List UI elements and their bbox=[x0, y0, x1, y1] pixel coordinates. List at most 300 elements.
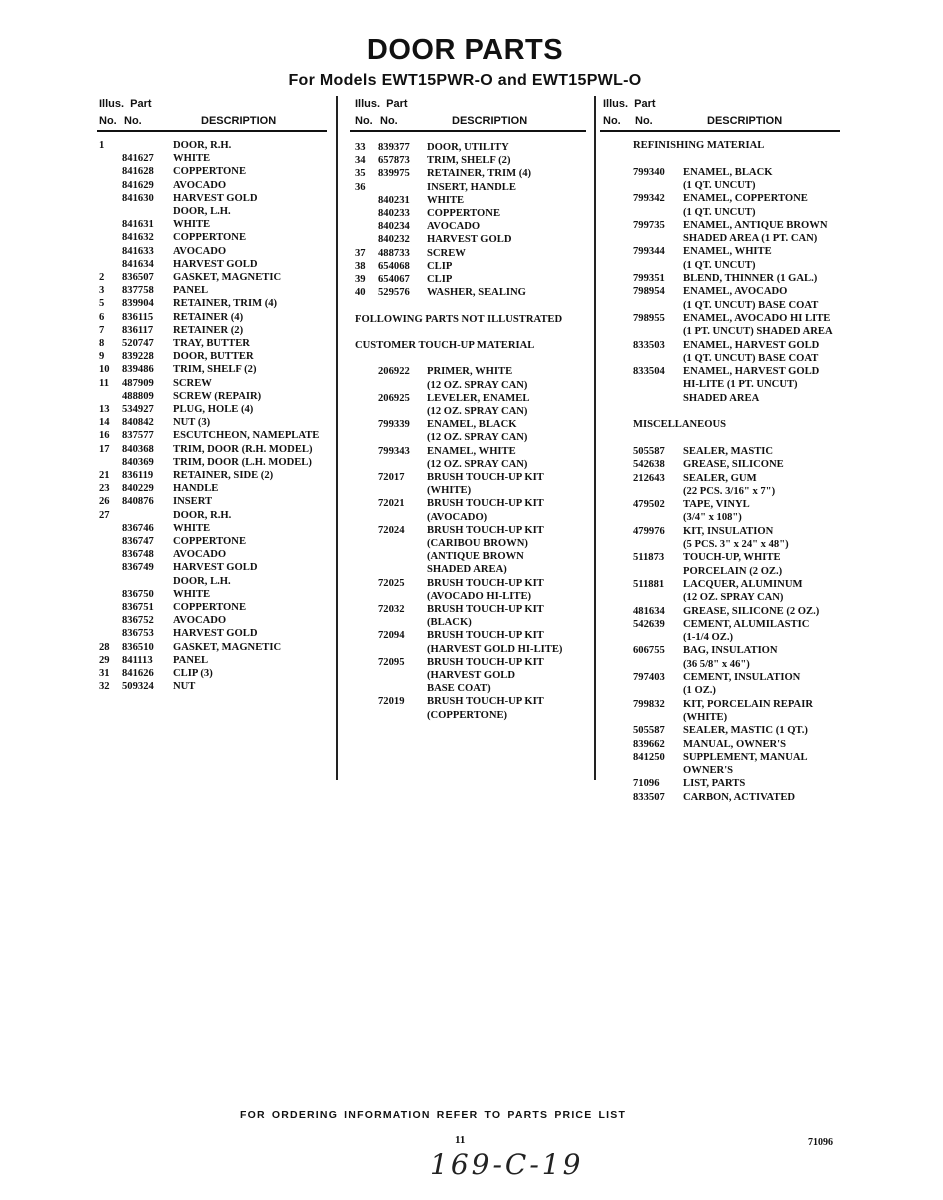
part-description: (1 QT. UNCUT) bbox=[683, 206, 756, 218]
parts-list-row bbox=[97, 575, 329, 588]
part-description: (22 PCS. 3/16" x 7") bbox=[683, 485, 776, 497]
part-number: 839975 bbox=[378, 168, 410, 180]
part-description: COPPERTONE bbox=[173, 166, 247, 178]
part-number: 840233 bbox=[378, 208, 410, 219]
part-number: 72017 bbox=[378, 472, 405, 483]
part-number: 841632 bbox=[122, 232, 154, 244]
part-number: 836753 bbox=[122, 628, 154, 640]
parts-list-row bbox=[600, 578, 840, 591]
part-description: HARVEST GOLD bbox=[173, 258, 258, 270]
part-number: 798955 bbox=[633, 312, 665, 324]
parts-list-row bbox=[600, 791, 840, 804]
part-description: WHITE bbox=[173, 588, 211, 600]
part-description: COPPERTONE bbox=[427, 208, 501, 219]
part-number: 833503 bbox=[633, 339, 665, 351]
header-rule bbox=[600, 130, 840, 132]
part-number: 836510 bbox=[122, 641, 154, 653]
part-description: (CARIBOU BROWN) bbox=[427, 538, 528, 549]
part-number: 799832 bbox=[633, 698, 665, 710]
illus-number: 33 bbox=[355, 142, 366, 153]
part-number: 542638 bbox=[633, 459, 665, 471]
parts-list-row bbox=[600, 498, 840, 511]
part-description: WHITE bbox=[173, 219, 211, 231]
part-description: ENAMEL, WHITE bbox=[427, 445, 516, 457]
parts-list-row bbox=[350, 629, 588, 642]
part-number: 840842 bbox=[122, 417, 154, 429]
parts-list-row bbox=[350, 577, 588, 590]
part-number: 529576 bbox=[378, 287, 410, 299]
part-number: 841630 bbox=[122, 192, 154, 204]
parts-list-row bbox=[350, 643, 588, 656]
part-number: 206922 bbox=[378, 366, 410, 378]
part-description: TRIM, DOOR (L.H. MODEL) bbox=[173, 456, 312, 468]
part-number: 72019 bbox=[378, 696, 405, 708]
part-number: 72021 bbox=[378, 498, 405, 510]
parts-list-row bbox=[350, 273, 588, 286]
illus-number: 35 bbox=[355, 168, 366, 180]
header-description: DESCRIPTION bbox=[707, 115, 783, 127]
parts-list-row bbox=[97, 522, 329, 535]
part-description: (12 OZ. SPRAY CAN) bbox=[683, 592, 784, 604]
part-number: 654068 bbox=[378, 260, 410, 272]
illus-number: 11 bbox=[99, 377, 110, 389]
page-title: DOOR PARTS bbox=[366, 34, 564, 66]
part-number: 840369 bbox=[122, 456, 154, 468]
part-number: 836117 bbox=[122, 324, 154, 336]
part-number: 839904 bbox=[122, 298, 154, 310]
parts-list-row bbox=[97, 482, 329, 495]
parts-list-row bbox=[350, 497, 588, 510]
parts-list-row bbox=[97, 350, 329, 363]
parts-list-row bbox=[600, 166, 840, 179]
part-number: 836749 bbox=[122, 562, 154, 574]
parts-list-row bbox=[97, 205, 329, 218]
parts-list-row bbox=[350, 563, 588, 576]
part-number: 836746 bbox=[122, 522, 154, 534]
parts-list-row bbox=[97, 509, 329, 522]
part-description: MANUAL, OWNER'S bbox=[683, 738, 786, 750]
illus-number: 1 bbox=[99, 140, 105, 151]
part-description: AVOCADO bbox=[173, 549, 227, 561]
header-illus-part: Illus. Part bbox=[355, 98, 408, 110]
parts-list-row bbox=[97, 245, 329, 258]
part-description: (ANTIQUE BROWN bbox=[427, 551, 524, 563]
part-description: SCREW bbox=[173, 377, 212, 389]
part-description: (1 QT. UNCUT) BASE COAT bbox=[683, 352, 819, 364]
parts-list-row bbox=[600, 644, 840, 657]
parts-list-row bbox=[97, 614, 329, 627]
part-description: WASHER, SEALING bbox=[427, 287, 526, 299]
part-number: 840232 bbox=[378, 234, 410, 246]
parts-list-row bbox=[350, 207, 588, 220]
parts-list-row bbox=[350, 405, 588, 418]
parts-list-row bbox=[600, 472, 840, 485]
parts-list-row bbox=[600, 565, 840, 578]
part-description: (AVOCADO HI-LITE) bbox=[427, 590, 532, 602]
part-description: ESCUTCHEON, NAMEPLATE bbox=[173, 430, 320, 442]
part-description: ENAMEL, HARVEST GOLD bbox=[683, 366, 820, 378]
part-number: 836747 bbox=[122, 536, 154, 547]
part-description: AVOCADO bbox=[427, 221, 481, 233]
part-description: BRUSH TOUCH-UP KIT bbox=[427, 604, 544, 615]
parts-list-row bbox=[350, 286, 588, 299]
part-description: RETAINER (2) bbox=[173, 324, 244, 336]
parts-list-row bbox=[600, 618, 840, 631]
parts-list-row bbox=[97, 271, 329, 284]
part-description: (1 QT. UNCUT) BASE COAT bbox=[683, 299, 819, 311]
parts-list-row bbox=[97, 377, 329, 390]
parts-list-row bbox=[600, 458, 840, 471]
part-description: TRIM, SHELF (2) bbox=[173, 364, 257, 376]
part-number: 799735 bbox=[633, 219, 665, 231]
part-number: 72025 bbox=[378, 577, 405, 589]
part-description: KIT, INSULATION bbox=[683, 525, 774, 537]
part-description: AVOCADO bbox=[173, 615, 227, 627]
parts-list-row bbox=[350, 550, 588, 563]
part-description: PLUG, HOLE (4) bbox=[173, 404, 254, 415]
part-description: CLIP bbox=[427, 274, 453, 285]
part-description: DOOR, R.H. bbox=[173, 140, 232, 151]
header-rule bbox=[97, 130, 327, 132]
part-description: KIT, PORCELAIN REPAIR bbox=[683, 698, 813, 710]
part-number: 836751 bbox=[122, 602, 154, 613]
parts-list-row bbox=[97, 641, 329, 654]
section-title: REFINISHING MATERIAL bbox=[633, 140, 765, 151]
part-description: CEMENT, INSULATION bbox=[683, 672, 801, 683]
part-number: 840231 bbox=[378, 194, 410, 206]
parts-list-row bbox=[600, 232, 840, 245]
parts-list-row bbox=[97, 179, 329, 192]
part-number: 799340 bbox=[633, 166, 665, 178]
parts-list-row bbox=[600, 485, 840, 498]
parts-list-row bbox=[350, 524, 588, 537]
part-description: RETAINER, TRIM (4) bbox=[427, 168, 532, 180]
part-description: HANDLE bbox=[173, 483, 219, 495]
parts-list-row bbox=[97, 152, 329, 165]
part-description: DOOR, BUTTER bbox=[173, 351, 254, 363]
parts-list-row bbox=[600, 551, 840, 564]
illus-number: 3 bbox=[99, 285, 105, 297]
parts-list-row bbox=[97, 469, 329, 482]
part-description: (1 QT. UNCUT) bbox=[683, 259, 756, 271]
header-rule bbox=[350, 130, 586, 132]
section-heading bbox=[350, 313, 588, 326]
parts-list-row bbox=[600, 339, 840, 352]
parts-list-row bbox=[350, 709, 588, 722]
parts-list-row bbox=[97, 337, 329, 350]
part-description: BRUSH TOUCH-UP KIT bbox=[427, 498, 544, 510]
part-number: 511873 bbox=[633, 552, 665, 564]
part-number: 72095 bbox=[378, 656, 405, 668]
header-illus-part: Illus. Part bbox=[99, 98, 152, 110]
part-description: AVOCADO bbox=[173, 245, 227, 257]
part-number: 799342 bbox=[633, 193, 665, 205]
parts-list-row bbox=[600, 219, 840, 232]
parts-list-row bbox=[600, 206, 840, 219]
part-description: SUPPLEMENT, MANUAL bbox=[683, 751, 808, 763]
part-number: 72024 bbox=[378, 524, 405, 536]
part-description: WHITE bbox=[173, 153, 211, 165]
page-number: 11 bbox=[455, 1134, 466, 1146]
part-description: TRAY, BUTTER bbox=[173, 338, 250, 349]
parts-list-row bbox=[97, 627, 329, 640]
parts-list-row bbox=[600, 605, 840, 618]
part-description: AVOCADO bbox=[173, 179, 227, 191]
parts-list-row bbox=[350, 167, 588, 180]
illus-number: 6 bbox=[99, 311, 105, 323]
illus-number: 13 bbox=[99, 404, 110, 415]
part-description: GREASE, SILICONE (2 OZ.) bbox=[683, 605, 820, 617]
part-description: (12 OZ. SPRAY CAN) bbox=[427, 432, 528, 444]
parts-list-row bbox=[97, 654, 329, 667]
parts-list-row bbox=[97, 192, 329, 205]
page-subtitle: For Models EWT15PWR-O and EWT15PWL-O bbox=[288, 72, 642, 89]
part-description: LIST, PARTS bbox=[683, 778, 746, 790]
parts-list-row bbox=[600, 711, 840, 724]
part-number: 833507 bbox=[633, 791, 665, 803]
part-description: (3/4" x 108") bbox=[683, 512, 742, 524]
part-number: 798954 bbox=[633, 286, 665, 298]
parts-list-row bbox=[97, 258, 329, 271]
part-number: 841113 bbox=[122, 654, 153, 666]
part-description: SHADED AREA bbox=[683, 392, 760, 404]
part-number: 520747 bbox=[122, 338, 154, 349]
column-divider bbox=[594, 96, 596, 780]
part-number: 71096 bbox=[633, 778, 660, 790]
part-description: NUT (3) bbox=[173, 417, 211, 429]
part-description: CLIP (3) bbox=[173, 668, 213, 679]
part-number: 841626 bbox=[122, 668, 154, 679]
part-description: BASE COAT) bbox=[427, 683, 491, 695]
header-no: No. bbox=[603, 115, 621, 127]
part-description: (12 OZ. SPRAY CAN) bbox=[427, 406, 528, 417]
parts-list-row bbox=[97, 165, 329, 178]
part-number: 797403 bbox=[633, 672, 665, 683]
part-description: COPPERTONE bbox=[173, 536, 247, 547]
section-heading bbox=[600, 418, 840, 431]
part-number: 841631 bbox=[122, 219, 154, 231]
part-description: (HARVEST GOLD HI-LITE) bbox=[427, 643, 563, 655]
parts-list-row bbox=[600, 738, 840, 751]
part-description: BRUSH TOUCH-UP KIT bbox=[427, 472, 544, 483]
illus-number: 28 bbox=[99, 641, 110, 653]
parts-list-row bbox=[350, 537, 588, 550]
parts-list-row bbox=[600, 312, 840, 325]
part-number: 833504 bbox=[633, 366, 665, 378]
parts-list-row bbox=[350, 669, 588, 682]
part-description: (5 PCS. 3" x 24" x 48") bbox=[683, 539, 789, 550]
parts-list-row bbox=[97, 561, 329, 574]
part-number: 840368 bbox=[122, 443, 154, 455]
part-number: 840229 bbox=[122, 483, 154, 495]
parts-list-row bbox=[350, 154, 588, 167]
parts-list-row bbox=[600, 352, 840, 365]
illus-number: 14 bbox=[99, 417, 110, 429]
parts-list-row bbox=[350, 141, 588, 154]
part-description: (1 OZ.) bbox=[683, 685, 716, 697]
part-description: ENAMEL, BLACK bbox=[683, 166, 773, 178]
parts-list-row bbox=[600, 764, 840, 777]
part-number: 841634 bbox=[122, 258, 154, 270]
illus-number: 8 bbox=[99, 338, 105, 349]
part-description: CLIP bbox=[427, 260, 453, 272]
illus-number: 34 bbox=[355, 155, 366, 167]
part-description: COPPERTONE bbox=[173, 602, 247, 613]
parts-list-row bbox=[97, 443, 329, 456]
part-description: PRIMER, WHITE bbox=[427, 366, 513, 378]
part-description: SCREW (REPAIR) bbox=[173, 390, 262, 402]
parts-list-row bbox=[350, 365, 588, 378]
parts-list-row bbox=[600, 179, 840, 192]
part-number: 839486 bbox=[122, 364, 154, 376]
parts-list-row bbox=[97, 429, 329, 442]
parts-list-row bbox=[350, 656, 588, 669]
part-description: COPPERTONE bbox=[173, 232, 247, 244]
part-description: CARBON, ACTIVATED bbox=[683, 791, 796, 803]
parts-list-row bbox=[350, 484, 588, 497]
part-description: GASKET, MAGNETIC bbox=[173, 272, 282, 283]
parts-list-row bbox=[600, 259, 840, 272]
parts-list-row bbox=[600, 378, 840, 391]
parts-list-row bbox=[97, 667, 329, 680]
part-number: 836115 bbox=[122, 311, 154, 323]
parts-list-row bbox=[600, 538, 840, 551]
part-description: DOOR, L.H. bbox=[173, 206, 231, 217]
part-number: 836750 bbox=[122, 588, 154, 600]
part-number: 799339 bbox=[378, 419, 410, 431]
header-description: DESCRIPTION bbox=[201, 115, 277, 127]
part-description: RETAINER, SIDE (2) bbox=[173, 470, 274, 481]
part-description: BRUSH TOUCH-UP KIT bbox=[427, 696, 544, 708]
part-description: (AVOCADO) bbox=[427, 511, 488, 523]
part-description: (WHITE) bbox=[683, 711, 728, 723]
part-description: (12 OZ. SPRAY CAN) bbox=[427, 379, 528, 391]
part-description: (12 OZ. SPRAY CAN) bbox=[427, 458, 528, 470]
parts-list-row bbox=[350, 392, 588, 405]
parts-list-row bbox=[600, 272, 840, 285]
parts-list-row bbox=[350, 379, 588, 392]
part-description: HARVEST GOLD bbox=[427, 234, 512, 246]
parts-list-row bbox=[350, 181, 588, 194]
illus-number: 10 bbox=[99, 364, 110, 376]
part-description: HARVEST GOLD bbox=[173, 628, 258, 640]
part-description: (BLACK) bbox=[427, 617, 472, 629]
part-number: 837758 bbox=[122, 285, 154, 297]
illus-number: 26 bbox=[99, 496, 110, 508]
parts-list-row bbox=[350, 603, 588, 616]
part-number: 840876 bbox=[122, 496, 154, 508]
part-number: 839662 bbox=[633, 738, 665, 750]
part-description: DOOR, L.H. bbox=[173, 575, 231, 587]
section-title: MISCELLANEOUS bbox=[633, 419, 727, 431]
part-description: GREASE, SILICONE bbox=[683, 459, 784, 471]
parts-list-row bbox=[350, 590, 588, 603]
part-description: HARVEST GOLD bbox=[173, 562, 258, 574]
part-number: 505587 bbox=[633, 445, 665, 457]
part-number: 841628 bbox=[122, 166, 154, 178]
parts-list-row bbox=[97, 535, 329, 548]
illus-number: 7 bbox=[99, 324, 105, 336]
illus-number: 16 bbox=[99, 430, 110, 442]
parts-list-row bbox=[350, 471, 588, 484]
document-number: 71096 bbox=[808, 1137, 833, 1148]
part-number: 840234 bbox=[378, 221, 410, 233]
part-description: BLEND, THINNER (1 GAL.) bbox=[683, 273, 818, 284]
part-number: 841250 bbox=[633, 751, 665, 763]
parts-list-row bbox=[97, 363, 329, 376]
handwritten-note: 169-C-19 bbox=[430, 1148, 584, 1181]
part-number: 841629 bbox=[122, 179, 154, 191]
parts-list-row bbox=[600, 724, 840, 737]
illus-number: 39 bbox=[355, 274, 366, 285]
part-number: 839228 bbox=[122, 351, 154, 363]
parts-list-row bbox=[350, 511, 588, 524]
part-number: 206925 bbox=[378, 392, 410, 404]
part-number: 479976 bbox=[633, 525, 665, 537]
part-description: SCREW bbox=[427, 247, 466, 259]
part-description: BRUSH TOUCH-UP KIT bbox=[427, 577, 544, 589]
column-divider bbox=[336, 96, 338, 780]
parts-list-row bbox=[600, 285, 840, 298]
part-description: HI-LITE (1 PT. UNCUT) bbox=[683, 379, 798, 391]
part-description: NUT bbox=[173, 681, 196, 693]
part-description: HARVEST GOLD bbox=[173, 192, 258, 204]
header-no: No. bbox=[355, 115, 373, 127]
part-description: BRUSH TOUCH-UP KIT bbox=[427, 630, 544, 642]
illus-number: 29 bbox=[99, 654, 110, 666]
part-description: (HARVEST GOLD bbox=[427, 670, 516, 681]
parts-list-row bbox=[600, 658, 840, 671]
part-description: BRUSH TOUCH-UP KIT bbox=[427, 524, 544, 536]
part-number: 72032 bbox=[378, 604, 405, 615]
parts-list-row bbox=[600, 751, 840, 764]
section-title: CUSTOMER TOUCH-UP MATERIAL bbox=[355, 340, 535, 351]
illus-number: 23 bbox=[99, 483, 110, 495]
parts-list-row bbox=[97, 456, 329, 469]
parts-list-row bbox=[600, 684, 840, 697]
part-description: TRIM, DOOR (R.H. MODEL) bbox=[173, 443, 313, 455]
part-number: 836748 bbox=[122, 549, 154, 561]
section-heading bbox=[350, 339, 588, 352]
part-number: 799343 bbox=[378, 445, 410, 457]
illus-number: 32 bbox=[99, 681, 110, 693]
part-description: PANEL bbox=[173, 285, 209, 297]
parts-list-row bbox=[350, 458, 588, 471]
part-description: SHADED AREA (1 PT. CAN) bbox=[683, 233, 818, 245]
part-description: INSERT, HANDLE bbox=[427, 181, 516, 193]
section-heading bbox=[600, 139, 840, 152]
parts-list-row bbox=[600, 299, 840, 312]
part-description: SHADED AREA) bbox=[427, 564, 507, 576]
header-part-no: No. bbox=[380, 115, 398, 127]
part-description: ENAMEL, ANTIQUE BROWN bbox=[683, 219, 828, 231]
parts-list-row bbox=[600, 671, 840, 684]
part-number: 212643 bbox=[633, 472, 665, 484]
illus-number: 2 bbox=[99, 272, 105, 283]
parts-list-row bbox=[600, 392, 840, 405]
part-number: 839377 bbox=[378, 142, 410, 153]
parts-list-row bbox=[97, 284, 329, 297]
parts-list-row bbox=[600, 192, 840, 205]
part-description: WHITE bbox=[173, 522, 211, 534]
part-description: ENAMEL, WHITE bbox=[683, 246, 772, 258]
parts-list-row bbox=[350, 616, 588, 629]
part-description: ENAMEL, BLACK bbox=[427, 419, 517, 431]
part-number: 479502 bbox=[633, 499, 665, 511]
part-number: 841627 bbox=[122, 153, 154, 165]
parts-list-row bbox=[97, 311, 329, 324]
header-part-no: No. bbox=[124, 115, 142, 127]
